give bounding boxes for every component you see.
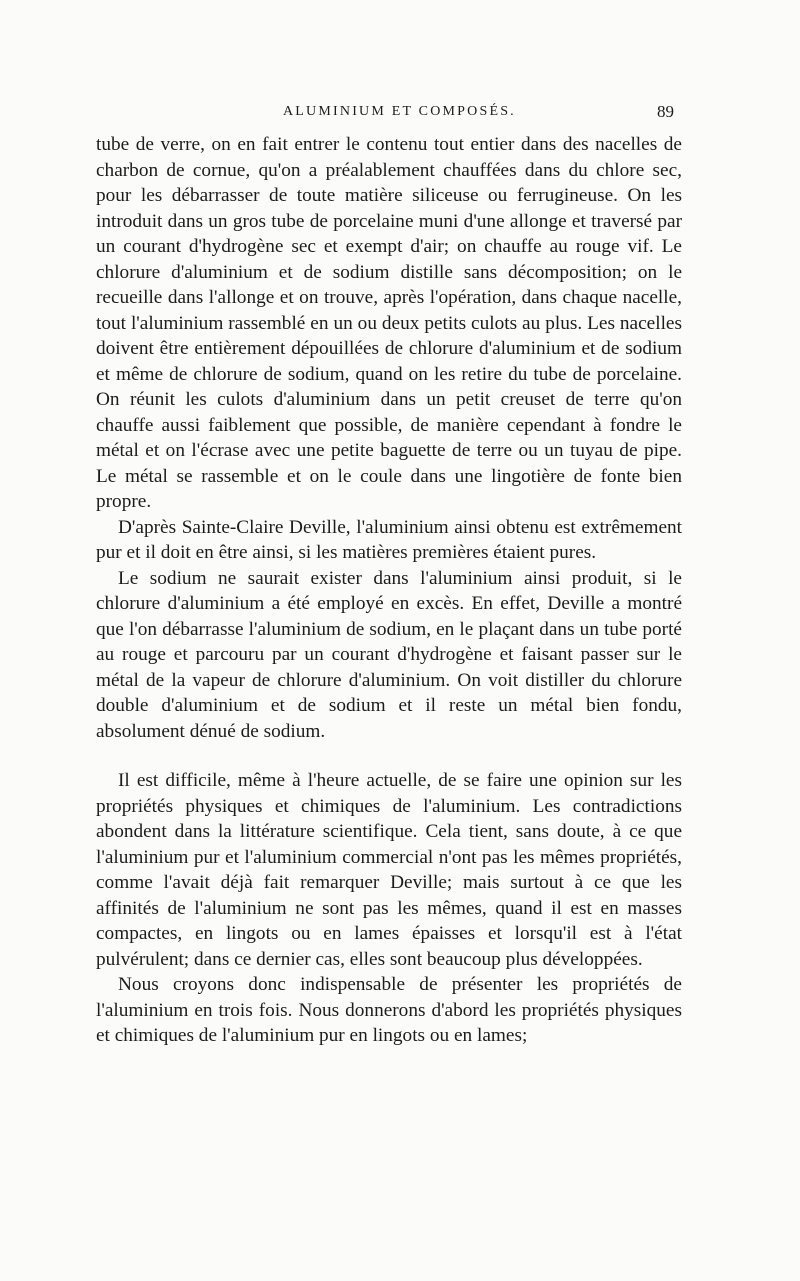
paragraph-continued: tube de verre, on en fait entrer le contenu tout entier dans des nacelles de charbon de cornue, qu'on a préalablement chauffées dans du chlore sec, pour les débarrasser de toute matière siliceuse ou ferrugineuse. On les introduit dans un gros tube de porcelaine muni d'une allonge et traversé par un courant d'hydrogène sec et exempt d'air; on chauffe au rouge vif. Le chlorure d'aluminium et de sodium distille sans décomposition; on le recueille dans l'allonge et on trouve, après l'opération, dans chaque nacelle, tout l'aluminium rassemblé en un ou deux petits culots au plus. Les nacelles doivent être entièrement dépouillées de chlorure d'aluminium et de sodium et même de chlorure de sodium, quand on les retire du tube de porcelaine. On réunit les culots d'aluminium dans un petit creuset de terre qu'on chauffe aussi faiblement que possible, de manière cependant à fondre le métal et on l'écrase avec une petite baguette de terre ou un tuyau de pipe. Le métal se rassemble et on le coule dans une lingotière de fonte bien propre. [96,134,682,512]
running-title: ALUMINIUM ET COMPOSÉS. [283,104,516,119]
paragraph-sodium: Le sodium ne saurait exister dans l'aluminium ainsi produit, si le chlorure d'aluminium a été employé en excès. En effet, Deville a montré que l'on débarrasse l'aluminium de sodium, en le plaçant dans un tube porté au rouge et parcouru par un courant d'hydrogène et faisant passer sur le métal de la vapeur de chlorure d'aluminium. On voit distiller du chlorure double d'aluminium et de sodium et il reste un métal bien fondu, absolument dénué de sodium. [96,567,682,742]
running-head [88,100,688,130]
body-text [96,132,682,1049]
paragraph-deville-purity: D'après Sainte-Claire Deville, l'aluminium ainsi obtenu est extrêmement pur et il doit en être ainsi, si les matières premières étaient pures. [96,516,682,563]
paragraph-plan: Nous croyons donc indispensable de présenter les propriétés de l'aluminium en trois fois. Nous donnerons d'abord les propriétés physiques et chimiques de l'aluminium pur en lingots ou en lames; [96,974,682,1046]
page-number: 89 [657,102,674,121]
paragraph-properties: Il est difficile, même à l'heure actuelle, de se faire une opinion sur les propriétés physiques et chimiques de l'aluminium. Les contradictions abondent dans la littérature scientifique. Cela tient, sans doute, à ce que l'aluminium pur et l'aluminium commercial n'ont pas les mêmes propriétés, comme l'avait déjà fait remarquer Deville; mais surtout à ce que les affinités de l'aluminium ne sont pas les mêmes, quand il est en masses compactes, en lingots ou en lames épaisses et lorsqu'il est à l'état pulvérulent; dans ce dernier cas, elles sont beaucoup plus développées. [96,770,682,970]
